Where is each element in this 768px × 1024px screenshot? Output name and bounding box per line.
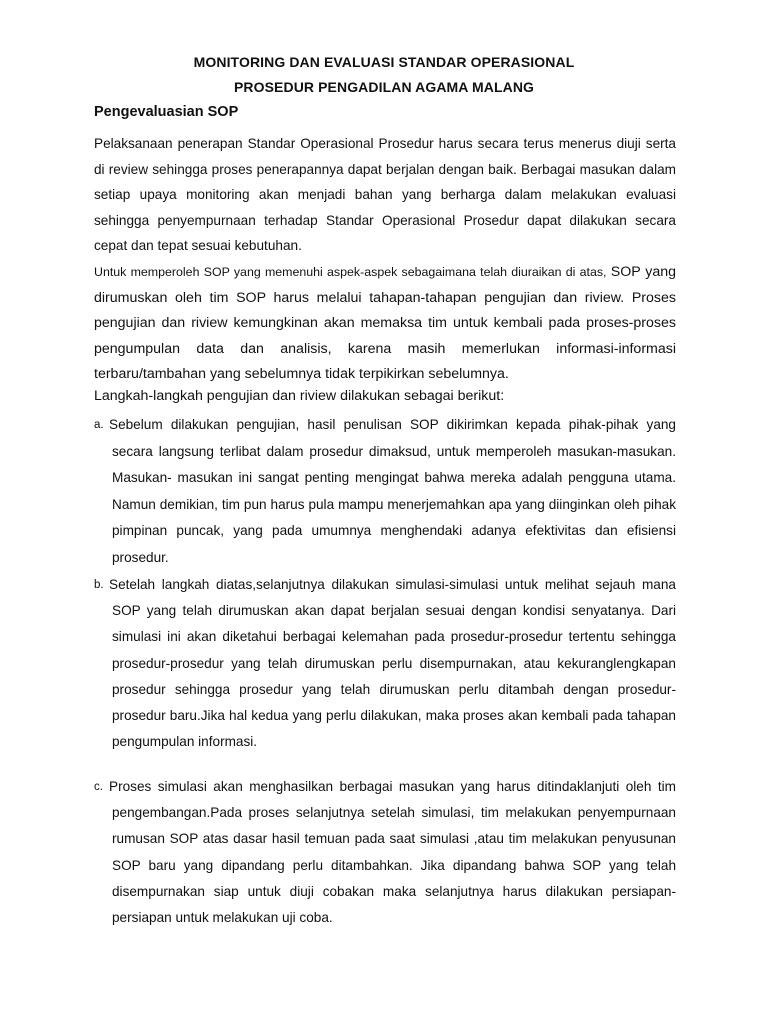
- paragraph-2: [94, 260, 676, 388]
- paragraph-2-rest: SOP yang dirumuskan oleh tim SOP harus melalui tahapan-tahapan pengujian dan riview. Proses pengujian dan riview kemungkinan akan memaksa tim untuk kembali pada proses-proses pengumpulan data dan analisis, karena masih memerlukan informasi-informasi terbaru/tambahan yang sebelumnya tidak terpikirkan sebelumnya.: [94, 264, 676, 382]
- document-title-line-2: PROSEDUR PENGADILAN AGAMA MALANG: [233, 79, 535, 95]
- list-marker: b.: [94, 579, 104, 591]
- list-marker: c.: [94, 781, 103, 793]
- list-item-text: Setelah langkah diatas,selanjutnya dilakukan simulasi-simulasi untuk melihat sejauh mana SOP yang telah dirumuskan akan dapat berjalan sesuai dengan kondisi senyatanya. Dari simulasi ini akan diketahui berbagai kelemahan pada prosedur-prosedur tertentu sehingga prosedur-prosedur yang telah dirumuskan perlu disempurnakan, atau kekuranglengkapan prosedur sehingga prosedur yang telah dirumuskan perlu ditambah dengan prosedur-prosedur baru.Jika hal kedua yang perlu dilakukan, maka proses akan kembali pada tahapan pengumpulan informasi.: [109, 577, 676, 750]
- document-title-line-1: MONITORING DAN EVALUASI STANDAR OPERASIONAL: [193, 54, 575, 70]
- paragraph-2-lead: Untuk memperoleh SOP yang memenuhi aspek-aspek sebagaimana telah diuraikan di atas,: [94, 265, 607, 279]
- list-item-b: [94, 572, 676, 755]
- list-marker: a.: [94, 419, 104, 431]
- paragraph-1: Pelaksanaan penerapan Standar Operasional Prosedur harus secara terus menerus diuji serta di review sehingga proses penerapannya dapat berjalan dengan baik. Berbagai masukan dalam setiap upaya monitoring akan menjadi bahan yang berharga dalam melakukan evaluasi sehingga penyempurnaan terhadap Standar Operasional Prosedur dapat dilakukan secara cepat dan tepat sesuai kebutuhan.: [94, 136, 676, 253]
- list-item-a: [94, 412, 676, 571]
- list-item-c: [94, 774, 676, 931]
- section-heading: Pengevaluasian SOP: [94, 104, 239, 120]
- paragraph-3: Langkah-langkah pengujian dan riview dilakukan sebagai berikut:: [94, 388, 505, 404]
- list-item-text: Sebelum dilakukan pengujian, hasil penulisan SOP dikirimkan kepada pihak-pihak yang secara langsung terlibat dalam prosedur dimaksud, untuk memperoleh masukan-masukan. Masukan- masukan ini sangat penting mengingat bahwa mereka adalah pengguna utama. Namun demikian, tim pun harus pula mampu menerjemahkan apa yang diinginkan oleh pihak pimpinan puncak, yang pada umumnya menghendaki adanya efektivitas dan efisiensi prosedur.: [109, 417, 676, 565]
- list-item-text: Proses simulasi akan menghasilkan berbagai masukan yang harus ditindaklanjuti oleh tim pengembangan.Pada proses selanjutnya setelah simulasi, tim melakukan penyempurnaan rumusan SOP atas dasar hasil temuan pada saat simulasi ,atau tim melakukan penyusunan SOP baru yang dipandang perlu ditambahkan. Jika dipandang bahwa SOP yang telah disempurnakan siap untuk diuji cobakan maka selanjutnya harus dilakukan persiapan-persiapan untuk melakukan uji coba.: [109, 779, 676, 926]
